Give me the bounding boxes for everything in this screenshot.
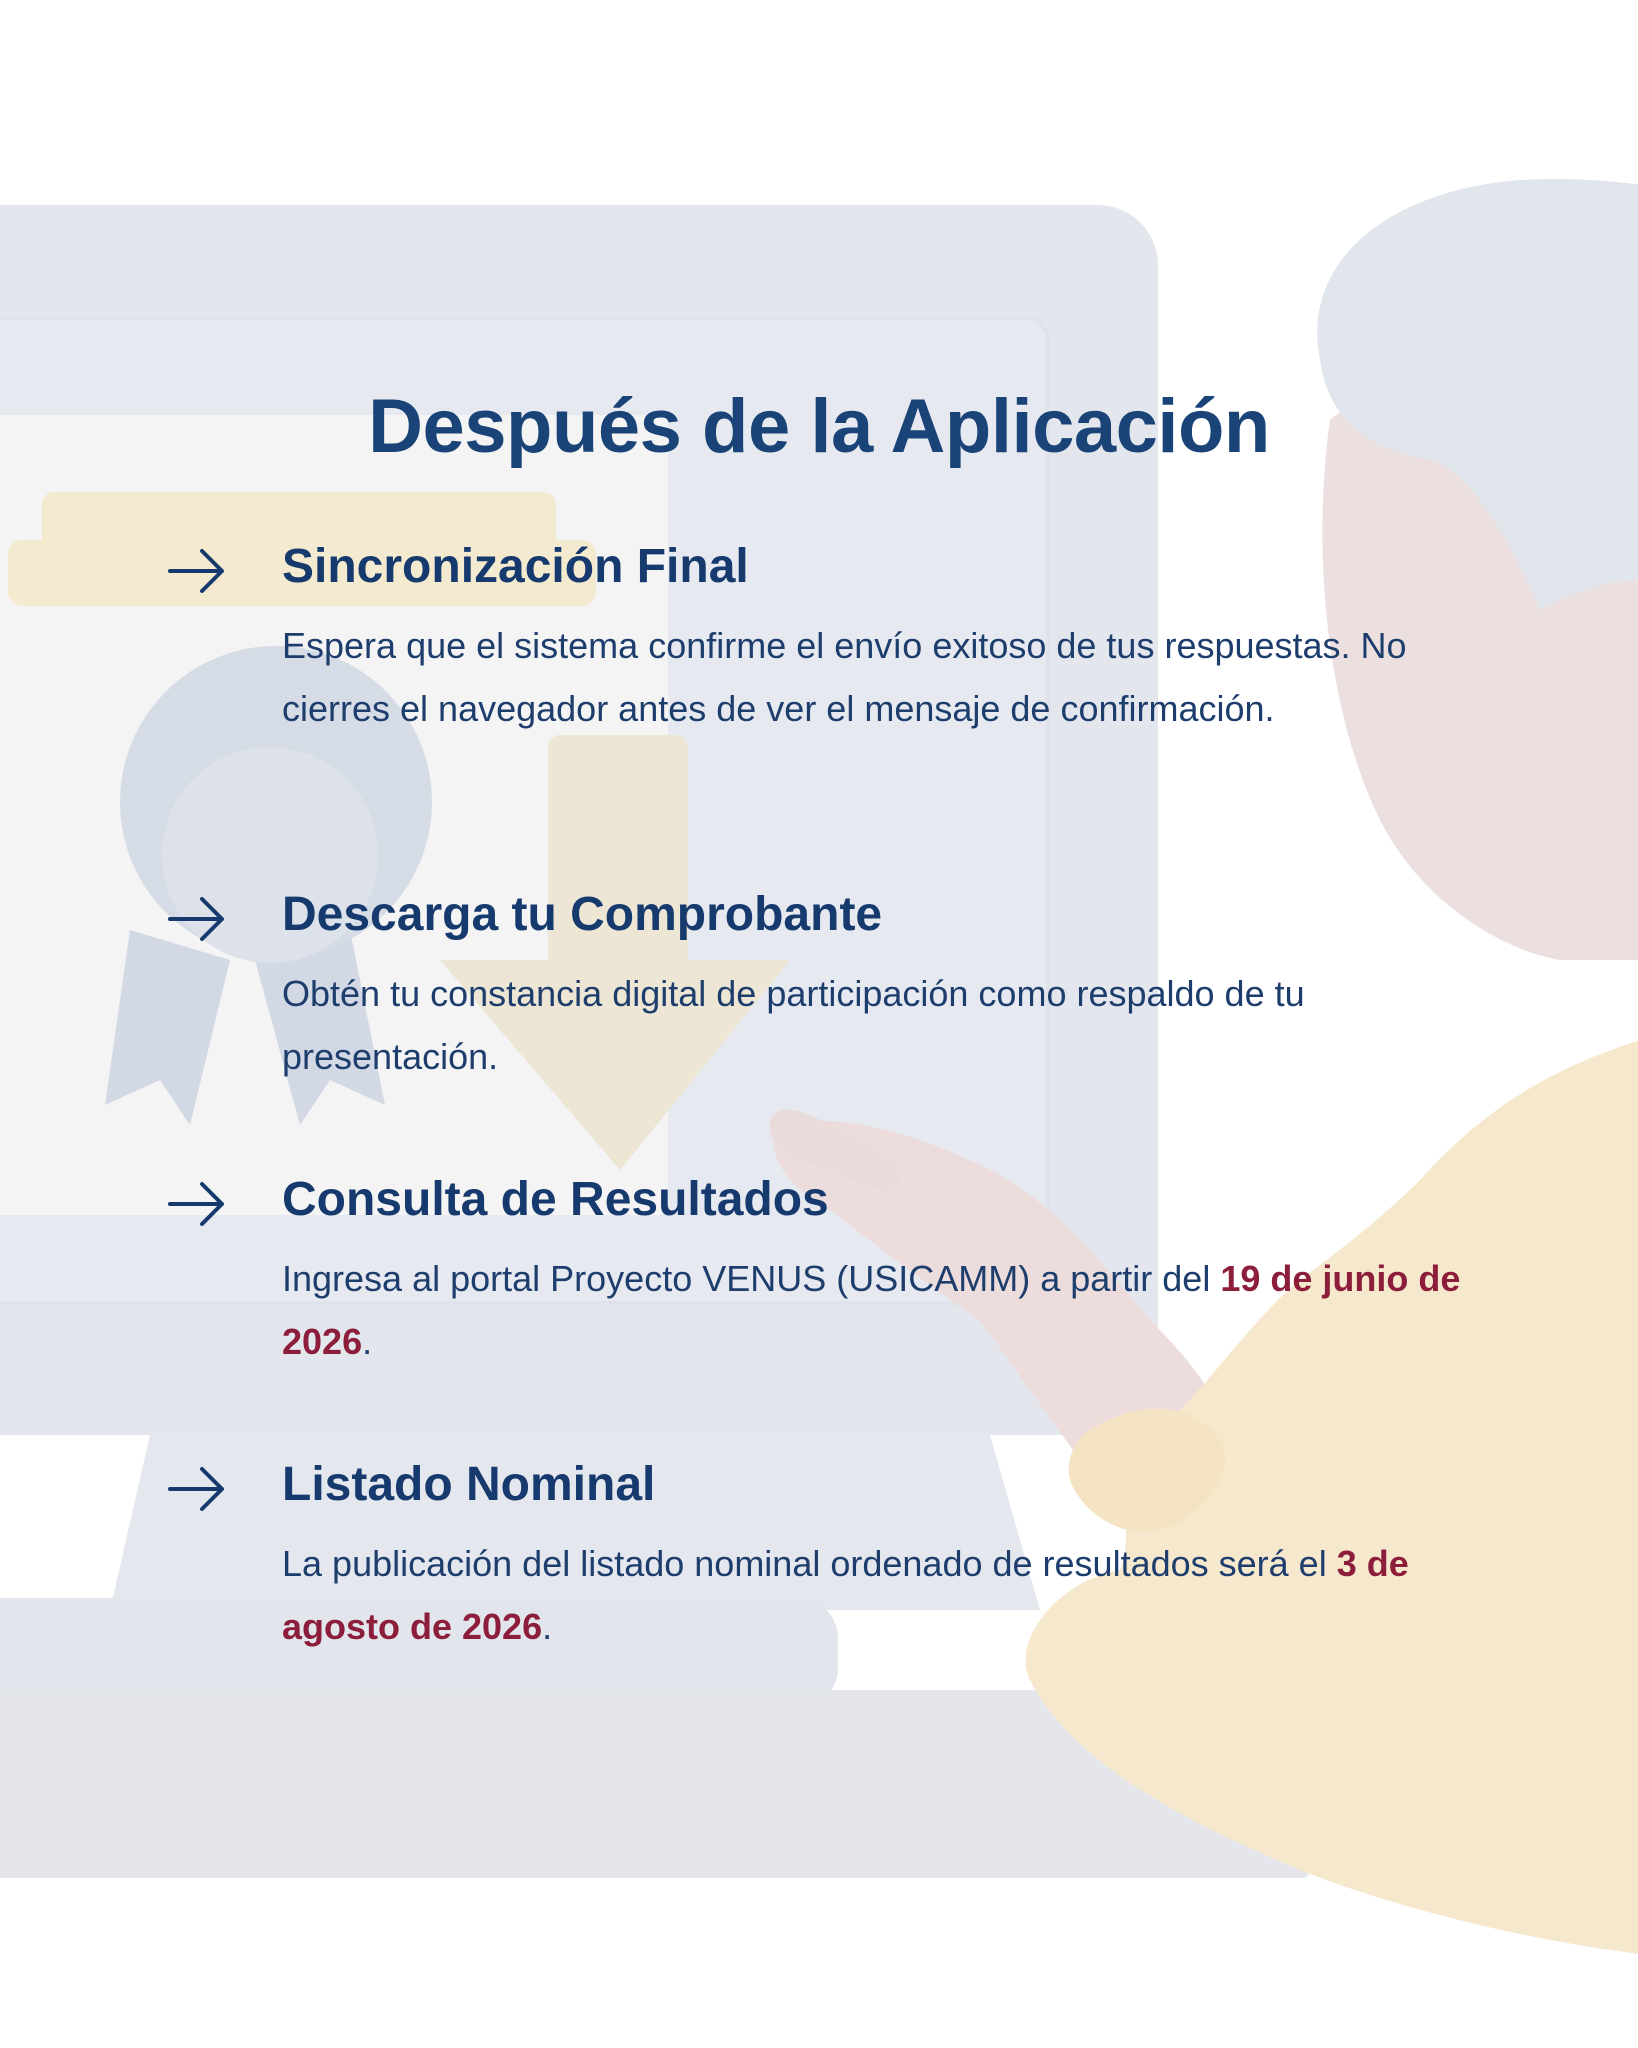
step-title: Consulta de Resultados	[282, 1173, 829, 1226]
step-title: Listado Nominal	[282, 1458, 656, 1511]
step-body-end: .	[362, 1320, 373, 1362]
step-sincronizacion-final	[160, 538, 1500, 740]
step-consulta-resultados	[160, 1171, 1500, 1373]
step-body-text: La publicación del listado nominal ordenado de resultados será el	[282, 1542, 1337, 1584]
step-body-text: Ingresa al portal Proyecto VENUS (USICAMM) a partir del	[282, 1257, 1221, 1299]
arrow-right-icon	[166, 1464, 228, 1514]
date-highlight: 19 de junio de 2026	[282, 1257, 1461, 1362]
date-highlight: 3 de agosto de 2026	[282, 1542, 1409, 1647]
step-descarga-comprobante	[160, 886, 1500, 1088]
step-title: Sincronización Final	[282, 540, 749, 593]
step-body: Obtén tu constancia digital de participación como respaldo de tu presentación.	[282, 972, 1305, 1077]
step-body-end: .	[542, 1605, 553, 1647]
arrow-right-icon	[166, 894, 228, 944]
step-body	[282, 1532, 1502, 1658]
step-listado-nominal	[160, 1456, 1500, 1658]
arrow-right-icon	[166, 546, 228, 596]
step-title: Descarga tu Comprobante	[282, 888, 883, 941]
step-body	[282, 1247, 1502, 1373]
step-body: Espera que el sistema confirme el envío exitoso de tus respuestas. No cierres el navegador antes de ver el mensaje de confirmación.	[282, 624, 1407, 729]
arrow-right-icon	[166, 1179, 228, 1229]
page-title: Después de la Aplicación	[368, 384, 1270, 469]
